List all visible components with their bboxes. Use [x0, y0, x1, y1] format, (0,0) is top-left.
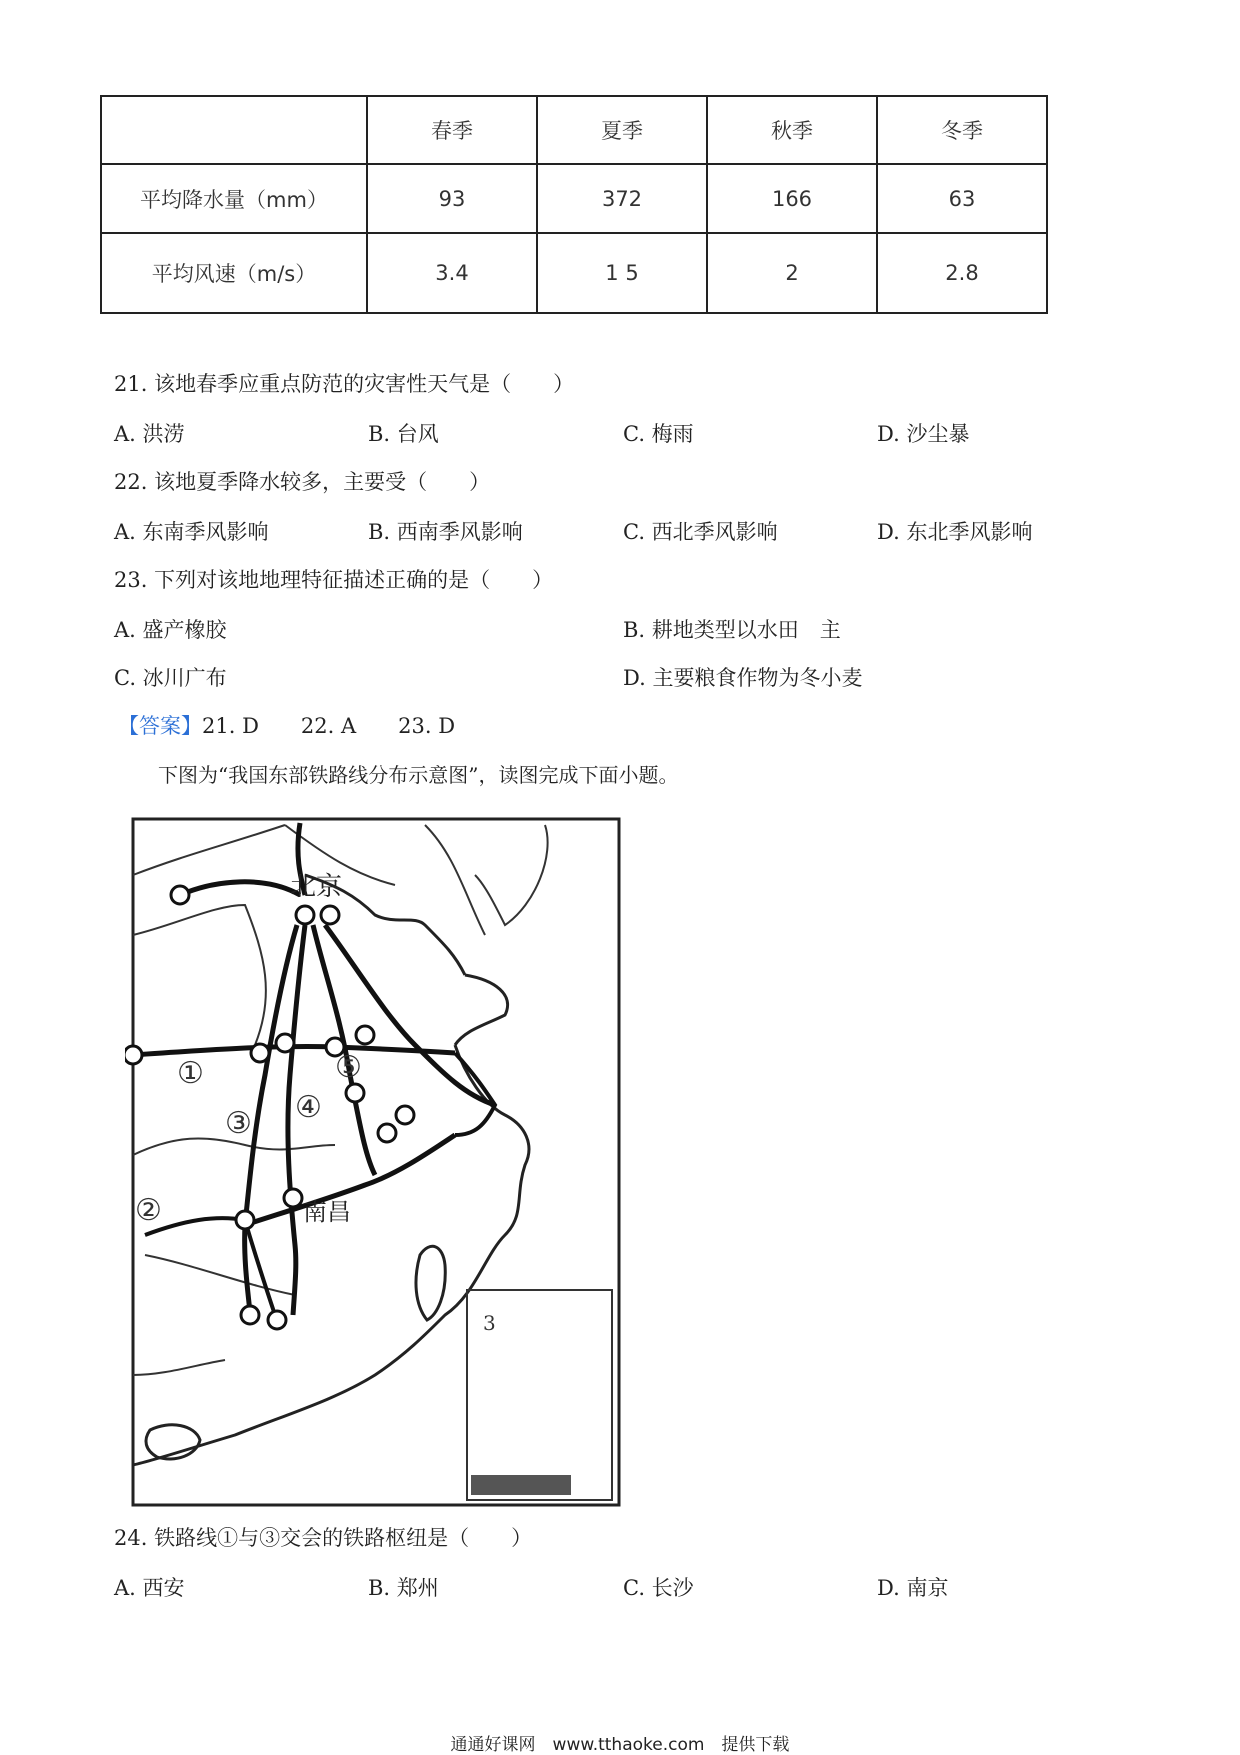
option: D. 沙尘暴	[877, 422, 970, 446]
table-header-row	[101, 96, 1047, 164]
question-stem: 23. 下列对该地地理特征描述正确的是（ ）	[114, 568, 554, 592]
option: D. 主要粮食作物为冬小麦	[623, 666, 863, 690]
station-node	[241, 1306, 259, 1324]
table-cell: 372	[537, 164, 707, 233]
table-row	[101, 233, 1047, 313]
station-node	[171, 886, 189, 904]
railway-marker: ④	[295, 1090, 322, 1125]
railway-marker: ③	[225, 1106, 252, 1141]
option: A. 洪涝	[114, 422, 185, 446]
table-cell: 2	[707, 233, 877, 313]
table-cell: 63	[877, 164, 1047, 233]
option: D. 东北季风影响	[877, 520, 1033, 544]
option: C. 冰川广布	[114, 666, 227, 690]
answer-line	[118, 716, 455, 737]
option: B. 西南季风影响	[368, 520, 523, 544]
station-node	[236, 1211, 254, 1229]
station-node	[346, 1084, 364, 1102]
question-stem: 21. 该地春季应重点防范的灾害性天气是（ ）	[114, 372, 575, 396]
station-node	[125, 1046, 142, 1064]
option: B. 台风	[368, 422, 439, 446]
option: D. 南京	[877, 1576, 949, 1600]
map-intro: 下图为“我国东部铁路线分布示意图”，读图完成下面小题。	[158, 763, 679, 787]
table-header-cell	[101, 96, 367, 164]
climate-table	[100, 95, 1048, 314]
city-label-beijing: 北京	[290, 872, 343, 902]
table-header-cell: 夏季	[537, 96, 707, 164]
station-node	[296, 906, 314, 924]
answer-text: 21. D 22. A 23. D	[202, 714, 456, 738]
station-node	[251, 1044, 269, 1062]
option: C. 西北季风影响	[623, 520, 778, 544]
option: B. 郑州	[368, 1576, 439, 1600]
option: A. 西安	[114, 1576, 185, 1600]
table-header-cell: 春季	[367, 96, 537, 164]
railway-marker: ①	[177, 1056, 204, 1091]
question-stem: 24. 铁路线①与③交会的铁路枢纽是（ ）	[114, 1526, 533, 1550]
option: B. 耕地类型以水田 主	[623, 618, 841, 642]
inset-label: 3	[483, 1311, 496, 1335]
station-node	[321, 906, 339, 924]
map-frame	[133, 819, 619, 1505]
table-cell: 1 5	[537, 233, 707, 313]
table-cell: 93	[367, 164, 537, 233]
table-cell: 2.8	[877, 233, 1047, 313]
railway-marker: ⑤	[335, 1050, 362, 1085]
footer-text: 通通好课网 www.tthaoke.com 提供下载	[450, 1735, 790, 1755]
station-node	[284, 1189, 302, 1207]
row-label: 平均降水量（mm）	[101, 164, 367, 233]
question-stem: 22. 该地夏季降水较多，主要受（ ）	[114, 470, 491, 494]
railway-marker: ②	[135, 1193, 162, 1228]
city-label-nanchang: 南昌	[303, 1198, 351, 1226]
station-node	[378, 1124, 396, 1142]
option: C. 长沙	[623, 1576, 694, 1600]
table-header-cell: 秋季	[707, 96, 877, 164]
station-node	[396, 1106, 414, 1124]
answer-tag: 【答案】	[118, 714, 202, 738]
option: A. 盛产橡胶	[114, 618, 227, 642]
inset-caption-block	[471, 1475, 571, 1495]
option: A. 东南季风影响	[114, 520, 269, 544]
station-node	[356, 1026, 374, 1044]
table-cell: 166	[707, 164, 877, 233]
station-node	[268, 1311, 286, 1329]
railway-map	[125, 815, 625, 1510]
table-cell: 3.4	[367, 233, 537, 313]
row-label: 平均风速（m/s）	[101, 233, 367, 313]
table-header-cell: 冬季	[877, 96, 1047, 164]
table-row	[101, 164, 1047, 233]
station-node	[276, 1034, 294, 1052]
option: C. 梅雨	[623, 422, 694, 446]
